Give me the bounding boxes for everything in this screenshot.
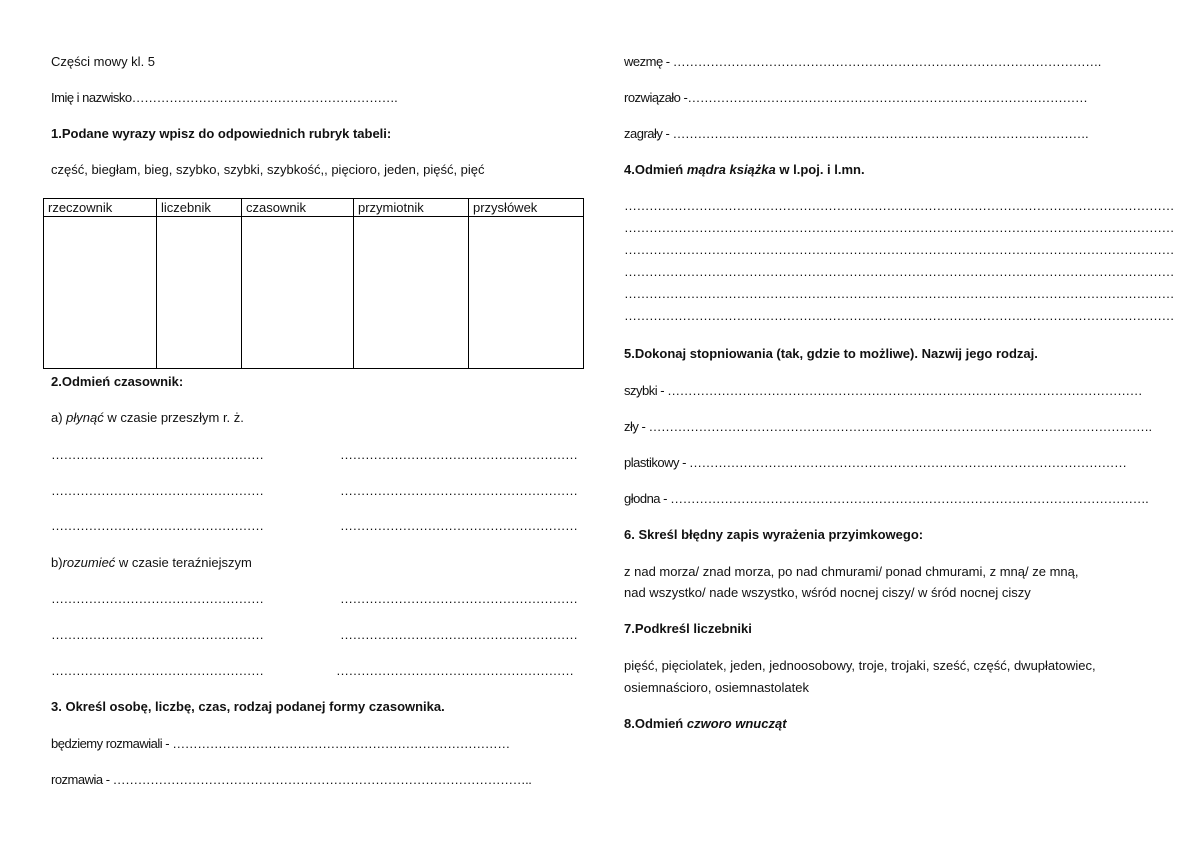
task2-heading: 2.Odmień czasownik: xyxy=(51,374,184,389)
answer-line[interactable]: …………………………………………… xyxy=(51,447,264,462)
answer-line[interactable]: …………………………………………… xyxy=(51,663,264,678)
word-category-table xyxy=(43,198,584,369)
task6-heading: 6. Skreśl błędny zapis wyrażenia przyimkowego: xyxy=(624,527,924,542)
answer-line[interactable]: …………………………………………………………………………………………………………………… xyxy=(624,308,1174,323)
task3-heading: 3. Określ osobę, liczbę, czas, rodzaj podanej formy czasownika. xyxy=(51,699,445,714)
task4-phrase: mądra książka xyxy=(686,162,776,177)
table-cell-liczebnik[interactable] xyxy=(157,217,242,369)
task5-item[interactable]: głodna - ……………………………………………………………………………………………………. xyxy=(624,491,1149,506)
task2b-verb: rozumieć xyxy=(62,555,116,570)
table-cell-rzeczownik[interactable] xyxy=(44,217,157,369)
answer-line[interactable]: ………………………………………………… xyxy=(336,663,574,678)
task2a-verb: płynąć xyxy=(66,410,104,425)
answer-line[interactable]: ………………………………………………… xyxy=(340,627,578,642)
worksheet-title: Części mowy kl. 5 xyxy=(51,54,156,69)
answer-line[interactable]: …………………………………………… xyxy=(51,627,264,642)
task7-line: pięść, pięciolatek, jeden, jednoosobowy, troje, trojaki, sześć, część, dwupłatowiec, xyxy=(624,658,1096,673)
task5-item[interactable]: plastikowy - …………………………………………………………………………………………… xyxy=(624,455,1127,470)
task7-line: osiemnaścioro, osiemnastolatek xyxy=(624,680,809,695)
task8-heading: 8.Odmień czworo wnucząt xyxy=(624,716,787,731)
task3-item[interactable]: będziemy rozmawiali - ……………………………………………………………………… xyxy=(51,736,510,751)
task3-item[interactable]: zagrały - ………………………………………………………………………………………. xyxy=(624,126,1089,141)
answer-line[interactable]: ………………………………………………… xyxy=(340,447,578,462)
table-header-przyslowek: przysłówek xyxy=(469,199,584,217)
answer-line[interactable]: ………………………………………………… xyxy=(340,591,578,606)
answer-line[interactable]: …………………………………………………………………………………………………………………… xyxy=(624,242,1174,257)
table-header-row xyxy=(44,199,584,217)
task8-phrase: czworo wnucząt xyxy=(686,716,787,731)
answer-line[interactable]: ………………………………………………… xyxy=(340,518,578,533)
answer-line[interactable]: …………………………………………… xyxy=(51,518,264,533)
table-header-przymiotnik: przymiotnik xyxy=(354,199,469,217)
answer-line[interactable]: …………………………………………… xyxy=(51,483,264,498)
task7-heading: 7.Podkreśl liczebniki xyxy=(624,621,752,636)
table-header-rzeczownik: rzeczownik xyxy=(44,199,157,217)
task5-item[interactable]: szybki - …………………………………………………………………………………………………… xyxy=(624,383,1143,398)
answer-line[interactable]: …………………………………………………………………………………………………………………… xyxy=(624,286,1174,301)
task3-item[interactable]: rozwiązało -…………………………………………………………………………………… xyxy=(624,90,1088,105)
task3-item[interactable]: wezmę - …………………………………………………………………………………………. xyxy=(624,54,1101,69)
task3-item[interactable]: rozmawia - ……………………………………………………………………………………….. xyxy=(51,772,532,787)
table-header-liczebnik: liczebnik xyxy=(157,199,242,217)
task4-heading: 4.Odmień mądra książka w l.poj. i l.mn. xyxy=(624,162,865,177)
table-answer-row xyxy=(44,217,584,369)
task1-words: część, biegłam, bieg, szybko, szybki, szybkość,, pięcioro, jeden, pięść, pięć xyxy=(51,162,485,177)
task5-item[interactable]: zły - …………………………………………………………………………………………………………. xyxy=(624,419,1152,434)
task2a-instruction: a) płynąć w czasie przeszłym r. ż. xyxy=(51,410,244,425)
answer-line[interactable]: …………………………………………… xyxy=(51,591,264,606)
task1-heading: 1.Podane wyrazy wpisz do odpowiednich rubryk tabeli: xyxy=(51,126,392,141)
answer-line[interactable]: …………………………………………………………………………………………………………………… xyxy=(624,220,1174,235)
task2b-instruction: b)rozumieć w czasie teraźniejszym xyxy=(51,555,252,570)
table-cell-przymiotnik[interactable] xyxy=(354,217,469,369)
table-cell-przyslowek[interactable] xyxy=(469,217,584,369)
task6-line: z nad morza/ znad morza, po nad chmurami/ ponad chmurami, z mną/ ze mną, xyxy=(624,564,1079,579)
answer-line[interactable]: …………………………………………………………………………………………………………………… xyxy=(624,264,1174,279)
table-header-czasownik: czasownik xyxy=(242,199,354,217)
name-line: Imię i nazwisko………………………………………………………. xyxy=(51,90,398,105)
task5-heading: 5.Dokonaj stopniowania (tak, gdzie to możliwe). Nazwij jego rodzaj. xyxy=(624,346,1038,361)
table-cell-czasownik[interactable] xyxy=(242,217,354,369)
task6-line: nad wszystko/ nade wszystko, wśród nocnej ciszy/ w śród nocnej ciszy xyxy=(624,585,1031,600)
answer-line[interactable]: ………………………………………………… xyxy=(340,483,578,498)
answer-line[interactable]: …………………………………………………………………………………………………………………… xyxy=(624,198,1174,213)
